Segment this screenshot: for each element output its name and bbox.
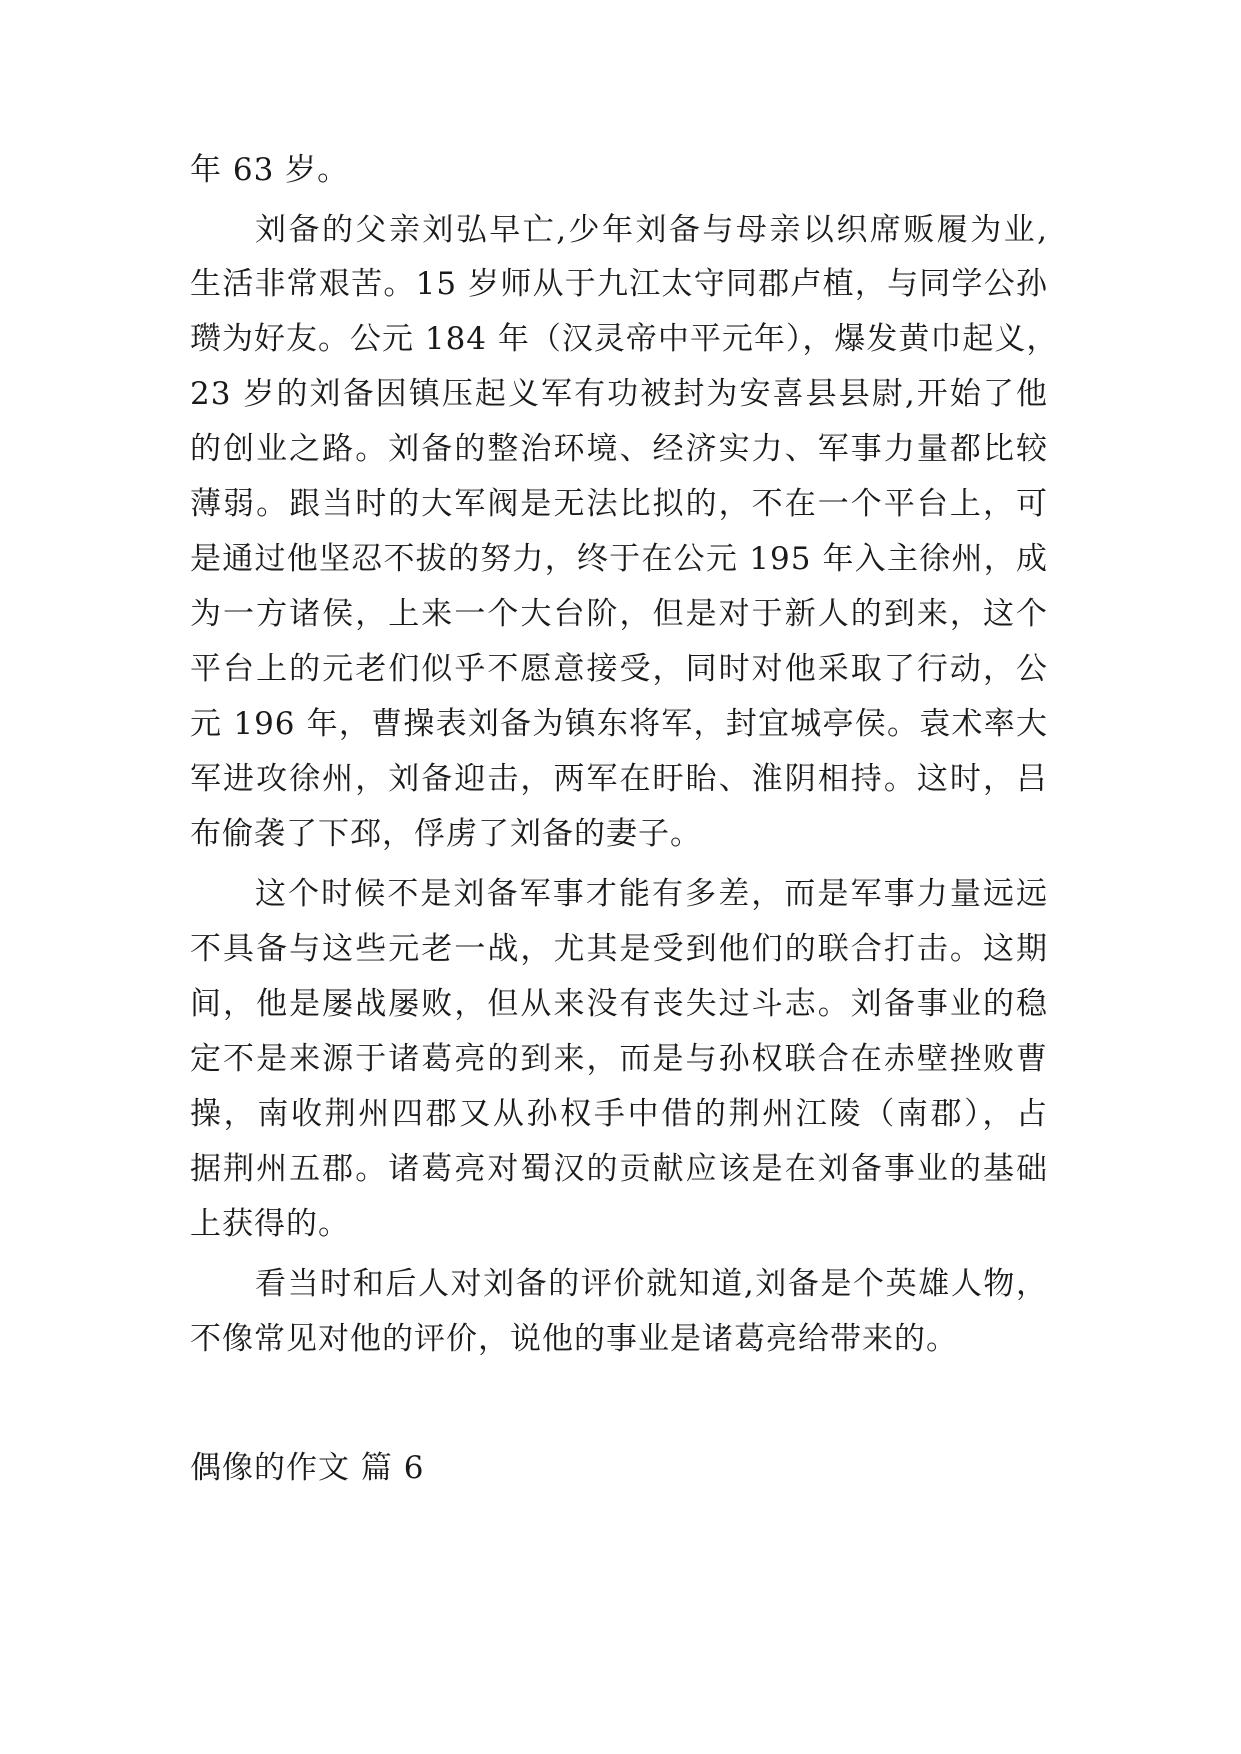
- text-line: 操，南收荆州四郡又从孙权手中借的荆州江陵（南郡），占: [190, 1096, 1048, 1132]
- text-line: 军进攻徐州，刘备迎击，两军在盱眙、淮阴相持。这时，吕: [190, 761, 1048, 797]
- text-line: 平台上的元老们似乎不愿意接受，同时对他采取了行动，公: [190, 651, 1048, 687]
- text-line: 年 63 岁。: [190, 152, 350, 188]
- text-line: 的创业之路。刘备的整治环境、经济实力、军事力量都比较: [190, 431, 1048, 467]
- text-line: 定不是来源于诸葛亮的到来，而是与孙权联合在赤壁挫败曹: [190, 1041, 1048, 1077]
- text-line: 不具备与这些元老一战，尤其是受到他们的联合打击。这期: [190, 931, 1048, 967]
- text-line: 是通过他坚忍不拔的努力，终于在公元 195 年入主徐州，成: [190, 541, 1048, 577]
- text-line: 间，他是屡战屡败，但从来没有丧失过斗志。刘备事业的稳: [190, 986, 1048, 1022]
- paragraph-first-line: 刘备的父亲刘弘早亡,少年刘备与母亲以织席贩履为业,: [255, 212, 1048, 248]
- text-line: 瓒为好友。公元 184 年（汉灵帝中平元年），爆发黄巾起义，: [190, 321, 1059, 357]
- text-line: 23 岁的刘备因镇压起义军有功被封为安喜县县尉,开始了他: [190, 376, 1048, 412]
- text-line: 生活非常艰苦。15 岁师从于九江太守同郡卢植，与同学公孙: [190, 266, 1048, 302]
- text-line: 布偷袭了下邳，俘虏了刘备的妻子。: [190, 816, 702, 852]
- paragraph-first-line: 看当时和后人对刘备的评价就知道,刘备是个英雄人物，: [255, 1266, 1048, 1302]
- paragraph-first-line: 这个时候不是刘备军事才能有多差，而是军事力量远远: [255, 876, 1048, 912]
- text-line: 上获得的。: [190, 1206, 350, 1242]
- section-heading: 偶像的作文 篇 6: [190, 1450, 425, 1486]
- text-line: 元 196 年，曹操表刘备为镇东将军，封宜城亭侯。袁术率大: [190, 706, 1048, 742]
- text-line: 不像常见对他的评价，说他的事业是诸葛亮给带来的。: [190, 1321, 958, 1357]
- text-line: 据荆州五郡。诸葛亮对蜀汉的贡献应该是在刘备事业的基础: [190, 1151, 1048, 1187]
- text-line: 薄弱。跟当时的大军阀是无法比拟的，不在一个平台上，可: [190, 486, 1048, 522]
- text-line: 为一方诸侯，上来一个大台阶，但是对于新人的到来，这个: [190, 596, 1048, 632]
